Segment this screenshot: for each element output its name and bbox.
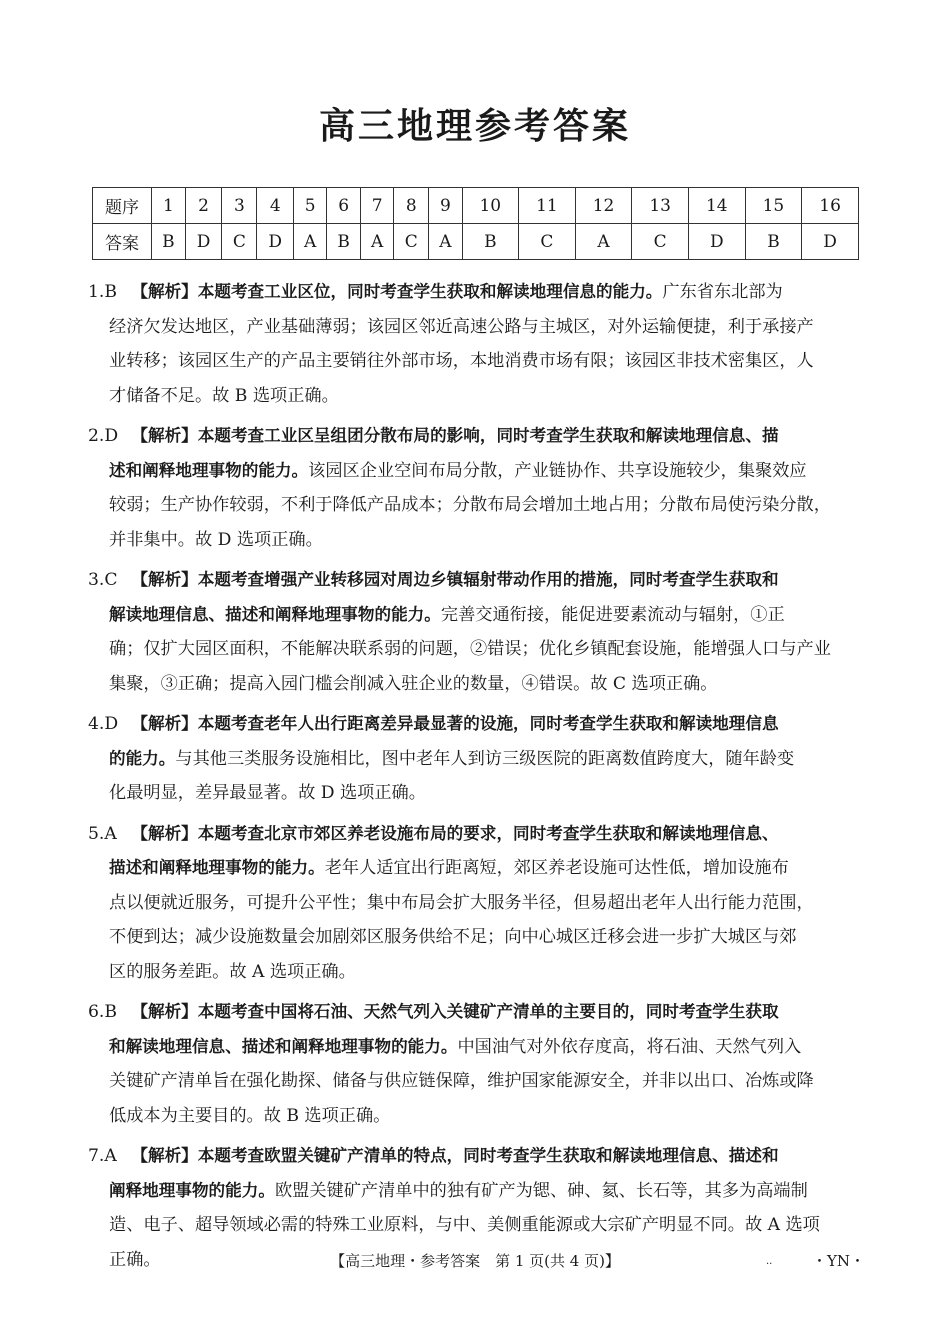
answer-cell: B [152,224,186,260]
answer-cell: B [327,224,361,260]
footer-code: ・YN・ [812,1252,866,1270]
analysis-text: 低成本为主要目的。故 B 选项正确。 [109,1105,391,1126]
explanation-line [88,667,863,702]
explanation-line [88,1139,863,1174]
explanation-line [88,1064,863,1099]
answer-cell: D [257,224,294,260]
analysis-text: 较弱；生产协作较弱，不利于降低产品成本；分散布局会增加土地占用；分散布局使污染分散， [109,495,831,515]
row-label-question-number: 题序 [93,188,152,224]
analysis-text: 不便到达；减少设施数量会加剧郊区服务供给不足；向中心城区迁移会进一步扩大城区与郊 [109,927,797,947]
explanation-line [88,776,863,811]
analysis-heading: 【解析】本题考查工业区位，同时考查学生获取和解读地理信息的能力。 [131,282,663,301]
answer-key-table [92,187,859,260]
analysis-heading: 【解析】本题考查欧盟关键矿产清单的特点，同时考查学生获取和解读地理信息、描述和 [131,1146,779,1165]
explanation-line [88,419,863,454]
answer-letter: A [104,1146,117,1166]
analysis-text: 集聚，③正确；提高入园门槛会削减入驻企业的数量，④错误。故 C 选项正确。 [109,673,718,694]
explanation-line [88,310,863,345]
analysis-heading: 【解析】本题考查增强产业转移园对周边乡镇辐射带动作用的措施，同时考查学生获取和 [131,570,779,589]
question-number-cell: 6 [327,188,361,224]
analysis-text: 正确。 [109,1249,161,1270]
explanation-line [88,598,863,633]
question-number-cell: 15 [745,188,802,224]
question-number-cell: 9 [429,188,462,224]
answer-letter: D [104,426,119,446]
explanation-item [88,419,863,557]
explanation-line [88,1174,863,1209]
explanation-line [88,488,863,523]
explanation-item [88,817,863,990]
answer-cell: D [689,224,746,260]
explanation-line [88,851,863,886]
question-number-cell: 12 [575,188,632,224]
question-number: 7. [88,1146,105,1166]
analysis-text: 欧盟关键矿产清单中的独有矿产为锶、砷、氦、长石等，其多为高端制 [274,1180,808,1201]
analysis-text: 造、电子、超导领域必需的特殊工业原料，与中、美侧重能源或大宗矿产明显不同。故 A 选项 [109,1215,820,1235]
analysis-text: 完善交通衔接，能促进要素流动与辐射，①正 [440,604,785,625]
explanation-line [88,920,863,955]
question-number-cell: 16 [802,188,859,224]
analysis-text: 区的服务差距。故 A 选项正确。 [109,961,356,982]
analysis-heading: 和解读地理信息、描述和阐释地理事物的能力。 [109,1036,458,1056]
explanation-line [88,817,863,852]
analysis-text: 点以便就近服务，可提升公平性；集中布局会扩大服务半径，但易超出老年人出行能力范围， [109,892,814,913]
explanation-line [88,379,863,414]
answer-cell: D [802,224,859,260]
analysis-text: 确；仅扩大园区面积，不能解决联系弱的问题，②错误；优化乡镇配套设施，能增强人口与产业 [109,639,831,659]
explanation-item [88,707,863,811]
footer-dash-mark: .. [766,1256,773,1267]
analysis-heading: 【解析】本题考查中国将石油、天然气列入关键矿产清单的主要目的，同时考查学生获取 [131,1002,779,1021]
answer-cell: C [222,224,257,260]
analysis-heading: 【解析】本题考查工业区呈组团分散布局的影响，同时考查学生获取和解读地理信息、描 [131,426,779,445]
question-number-cell: 2 [185,188,222,224]
question-number-cell: 8 [394,188,429,224]
answer-cell: C [394,224,429,260]
analysis-heading: 【解析】本题考查老年人出行距离差异最显著的设施，同时考查学生获取和解读地理信息 [131,714,779,733]
question-number-cell: 13 [632,188,689,224]
explanation-line [88,344,863,379]
question-number: 2. [88,426,105,446]
explanation-line [88,275,863,310]
answer-cell: C [632,224,689,260]
question-number: 6. [88,1002,105,1022]
analysis-heading: 描述和阐释地理事物的能力。 [109,858,325,877]
answer-cell: C [519,224,576,260]
question-number-cell: 5 [294,188,327,224]
analysis-text: 经济欠发达地区，产业基础薄弱；该园区邻近高速公路与主城区，对外运输便捷，利于承接产 [109,316,814,337]
analysis-text: 老年人适宜出行距离短，郊区养老设施可达性低，增加设施布 [324,858,789,878]
analysis-text: 与其他三类服务设施相比，图中老年人到访三级医院的距离数值跨度大，随年龄变 [175,748,795,769]
page-title: 高三地理参考答案 [318,106,631,147]
explanation-line [88,1030,863,1065]
explanation-item [88,275,863,413]
explanation-line [88,995,863,1030]
question-number-cell: 14 [689,188,746,224]
explanation-line [88,707,863,742]
explanation-list [88,275,866,1283]
analysis-text: 该园区企业空间布局分散，产业链协作、共享设施较少，集聚效应 [308,460,807,481]
analysis-heading: 阐释地理事物的能力。 [109,1180,275,1200]
analysis-heading: 【解析】本题考查北京市郊区养老设施布局的要求，同时考查学生获取和解读地理信息、 [131,823,779,843]
analysis-text: 才储备不足。故 B 选项正确。 [109,385,339,406]
question-number-cell: 1 [152,188,186,224]
question-number: 3. [88,570,105,590]
question-number: 5. [88,823,105,844]
answer-letter: B [104,282,118,302]
answer-cell: A [294,224,327,260]
explanation-line [88,523,863,558]
analysis-text: 广东省东北部为 [662,282,783,302]
analysis-heading: 解读地理信息、描述和阐释地理事物的能力。 [109,604,441,624]
answer-cell: A [575,224,632,260]
answer-letter: C [104,570,118,590]
page-footer: 【高三地理・参考答案 第 1 页(共 4 页)】 [330,1252,620,1270]
analysis-text: 关键矿产清单旨在强化勘探、储备与供应链保障，维护国家能源安全，并非以出口、冶炼或降 [109,1071,814,1091]
explanation-line [88,955,863,990]
analysis-text: 中国油气对外依存度高，将石油、天然气列入 [457,1036,802,1057]
explanation-item [88,563,863,701]
question-number-cell: 3 [222,188,257,224]
analysis-text: 化最明显，差异最显著。故 D 选项正确。 [109,783,426,803]
question-number-cell: 11 [519,188,576,224]
explanation-line [88,1099,863,1134]
answer-cell: B [745,224,802,260]
row-label-answer: 答案 [93,224,152,260]
explanation-line [88,632,863,667]
question-number-cell: 4 [257,188,294,224]
answer-letter: A [104,823,117,844]
analysis-text: 业转移；该园区生产的产品主要销往外部市场，本地消费市场有限；该园区非技术密集区，人 [109,351,814,371]
answer-row [93,224,859,260]
analysis-text: 并非集中。故 D 选项正确。 [109,529,323,550]
answer-cell: B [462,224,519,260]
answer-letter: B [104,1002,118,1022]
explanation-line [88,886,863,921]
analysis-heading: 述和阐释地理事物的能力。 [109,460,309,480]
explanation-line [88,742,863,777]
question-number: 1. [88,282,105,302]
explanation-line [88,1208,863,1243]
question-number-row [93,188,859,224]
answer-cell: D [185,224,222,260]
explanation-line [88,454,863,489]
answer-letter: D [104,714,119,734]
question-number-cell: 7 [361,188,394,224]
answer-cell: A [361,224,394,260]
explanation-line [88,563,863,598]
answer-cell: A [429,224,462,260]
explanation-item [88,995,863,1133]
analysis-heading: 的能力。 [109,748,176,768]
question-number-cell: 10 [462,188,519,224]
question-number: 4. [88,714,105,734]
